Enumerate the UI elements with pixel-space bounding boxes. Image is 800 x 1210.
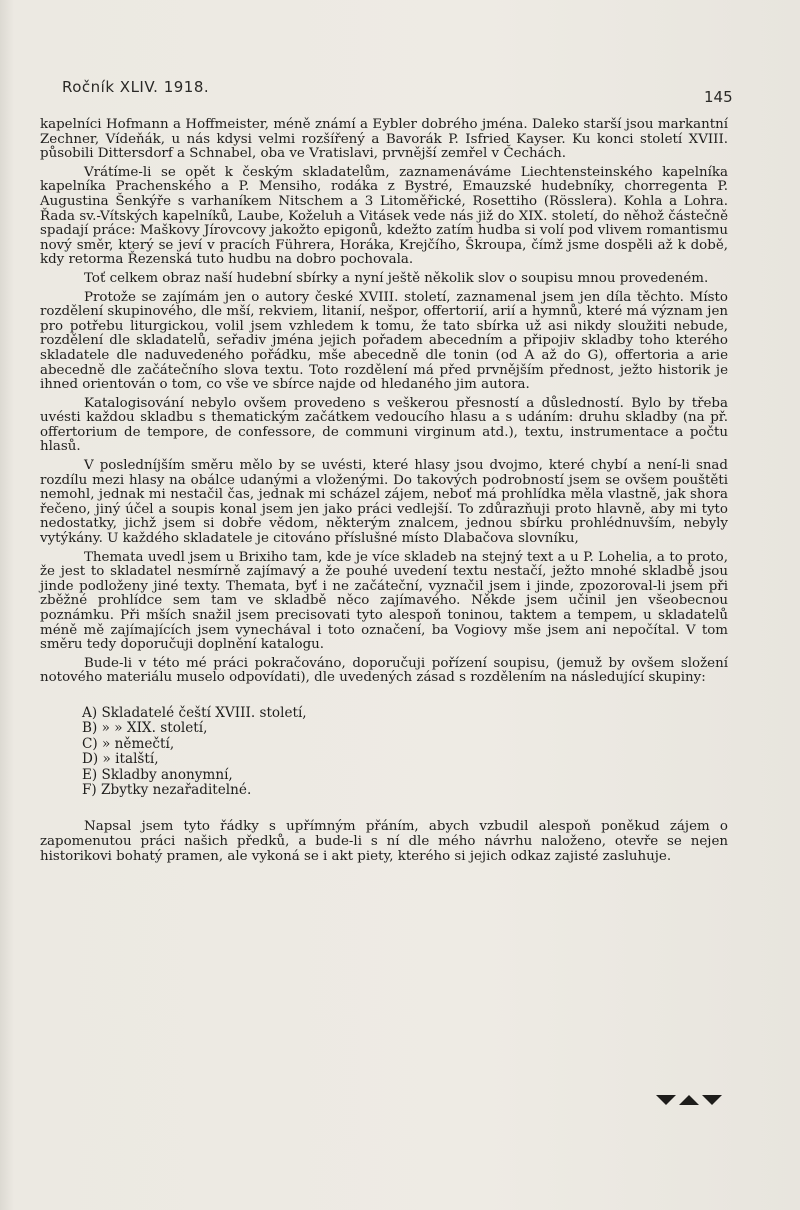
group-list xyxy=(82,706,728,798)
ornament-right-triangle xyxy=(702,1095,722,1105)
running-title: Ročník XLIV. 1918. xyxy=(62,78,210,96)
group-item: B) » » XIX. století, xyxy=(82,720,208,737)
paragraph-summary: Toť celkem obraz naší hudební sbírky a nyní ještě několik slov o soupisu mnou provedeném. xyxy=(84,270,709,286)
paragraph-continuation-proposal: Bude-li v této mé práci pokračováno, doporučuji pořízení soupisu, (jemuž by ovšem složení notového materiálu muselo odpovídati), dle uvedených zásad s rozdělením na následující skupiny: xyxy=(40,655,728,686)
paragraph-czech-composers: Vrátíme-li se opět k českým skladatelům, zaznamenáváme Liechtensteinského kapelníka kapelníka Prachenského a P. Mensiho, rodáka z Bystré, Emauzské hudebníky, chorregenta P. Augustina Šenkýře s varhaníkem Nitschem a 3 Litoměřické, Rosettiho (Rösslera). Kohla a Lohra. Řada sv.-Vítských kapelníků, Laube, Koželuh a Vitásek vede nás již do XIX. století, do něhož částečně spadají práce: Maškovy Jírovcovy jakožto epigonů, kdežto zatím hudba si volí pod vlivem romantismu nový směr, který se jeví v pracích Führera, Horáka, Krejčího, Škroupa, čímž jsme dospěli až k době, kdy retorma Řezenská tuto hudbu na dobro pochovala. xyxy=(40,164,728,268)
article-body xyxy=(40,118,728,868)
paragraph-themata: Themata uvedl jsem u Brixiho tam, kde je více skladeb na stejný text a u P. Lohelia, a to proto, že jest to skladatel nesmírně zajímavý a že pouhé uvedení textu nestačí, ježto mnohé skladbě jsou jinde podloženy jiné texty. Themata, byť i ne začáteční, vyznačil jsem i jinde, zpozoroval-li jsem při zběžné prohlídce sem tam ve skladbě něco zajímavého. Někde jsem učinil jen všeobecnou poznámku. Při mších snažil jsem precisovati tyto alespoň toninou, taktem a tempem, u skladatelů méně mě zajímajících jsem vynechával i toto označení, ba Vogiovy mše jsem ani nepočítal. V tom směru tedy doporučuji doplnění katalogu. xyxy=(40,549,728,653)
paragraph-cataloguing: Katalogisování nebylo ovšem provedeno s veškerou přesností a důsledností. Bylo by třeba uvésti každou skladbu s thematickým začátkem vedoucího hlasu a s udáním: druhu skladby (na př. offertorium de tempore, de confessore, de communi virginum atd.), textu, instrumentace a počtu hlasů. xyxy=(40,395,728,455)
end-ornament-icon xyxy=(654,1094,724,1106)
group-item: A) Skladatelé čeští XVIII. století, xyxy=(82,704,307,721)
group-item: F) Zbytky nezařaditelné. xyxy=(82,782,252,798)
group-item: C) » němečtí, xyxy=(82,735,175,752)
ornament-left-triangle xyxy=(656,1095,676,1105)
ornament-center-triangle xyxy=(679,1095,699,1105)
paragraph-details: V posledníjším směru mělo by se uvésti, které hlasy jsou dvojmo, které chybí a není-li snad rozdílu mezi hlasy na obálce udanými a vloženými. Do takových podrobností jsem se ovšem pouštěti nemohl, jednak mi nestačil čas, jednak mi scházel zájem, neboť má prohlídka měla vlastně, jak shora řečeno, jiný účel a soupis konal jsem jen jako práci vedlejší. To zdůrazňuji proto hlavně, aby mi tyto nedostatky, jichž jsem si dobře vědom, některým znalcem, jednou sbírku prohlédnuvším, nebyly vytýkány. U každého skladatele je citováno příslušné místo Dlabačova slovníku, xyxy=(40,458,728,547)
paragraph-continuation: kapelníci Hofmann a Hoffmeister, méně známí a Eybler dobrého jména. Daleko starší jsou markantní Zechner, Vídeňák, u nás kdysi velmi rozšířený a Bavorák P. Isfried Kayser. Ku konci století XVIII. působili Dittersdorf a Schnabel, oba ve Vratislavi, prvnější zemřel v Čechách. xyxy=(40,117,728,162)
page-number: 145 xyxy=(704,88,733,106)
paragraph-closing: Napsal jsem tyto řádky s upřímným přáním, abych vzbudil alespoň poněkud zájem o zapomenutou práci našich předků, a bude-li s ní dle mého návrhu naloženo, otevře se nejen historikovi bohatý pramen, ale vykoná se i akt piety, kterého si jejich odkaz zajisté zasluhuje. xyxy=(40,819,728,864)
group-item: E) Skladby anonymní, xyxy=(82,766,233,783)
paragraph-arrangement: Protože se zajímám jen o autory české XVIII. století, zaznamenal jsem jen díla těchto. Místo rozdělení skupinového, dle mší, rekviem, litanií, nešpor, offertorií, arií a hymnů, které má význam jen pro potřebu liturgickou, volil jsem vzhledem k tomu, že tato sbírka už asi nikdy sloužiti nebude, rozdělení dle skladatelů, seřadiv jména jejich pořadem abecedním a připojiv skladby toho kterého skladatele dle naduvedeného pořádku, mše abecedně dle tonin (od A až do G), offertoria a arie abecedně dle začátečního slova textu. Toto rozdělení má před prvnějším přednost, ježto historik je ihned orientován o tom, co vše ve sbírce najde od hledaného jim autora. xyxy=(40,289,728,393)
group-item: D) » italští, xyxy=(82,751,159,768)
